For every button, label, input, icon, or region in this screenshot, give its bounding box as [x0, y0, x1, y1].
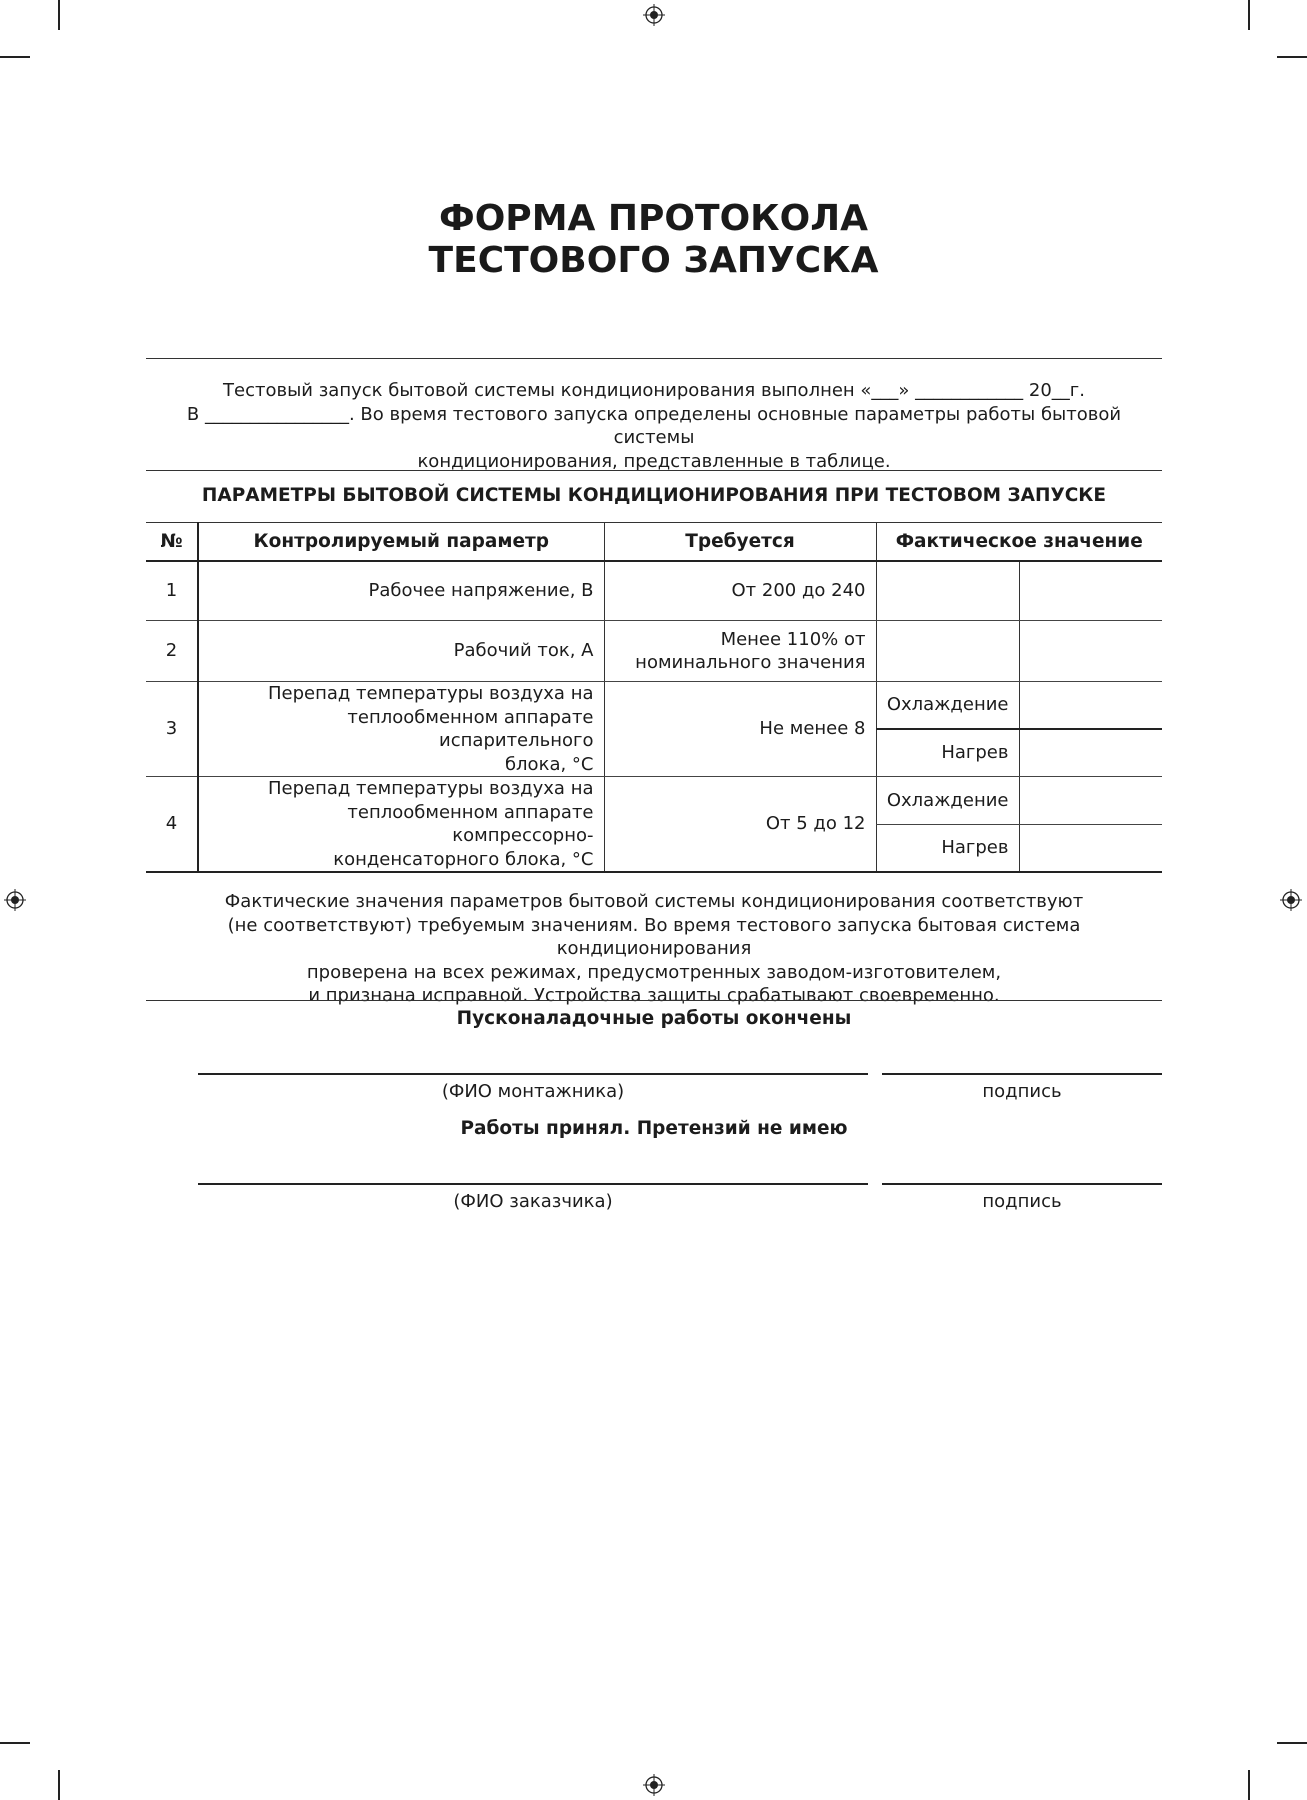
actual-value-cell[interactable]	[876, 621, 1019, 682]
row-num: 4	[146, 777, 198, 873]
divider	[146, 1000, 1162, 1001]
actual-value-cell[interactable]	[1019, 682, 1162, 730]
row-param: Рабочее напряжение, В	[198, 561, 604, 621]
row-param-line-2: теплообменном аппарате испарительного	[347, 706, 594, 751]
mode-heating: Нагрев	[876, 729, 1019, 777]
actual-value-cell[interactable]	[1019, 621, 1162, 682]
conclusion-line-3: проверена на всех режимах, предусмотренных заводом-изготовителем,	[306, 961, 1002, 983]
crop-mark	[1277, 56, 1307, 58]
mode-cooling: Охлаждение	[876, 777, 1019, 825]
row-param-line-3: блока, °С	[504, 753, 594, 775]
intro-line-1: Тестовый запуск бытовой системы кондиционирования выполнен «___» ____________ 20__г.	[223, 380, 1085, 401]
row-required: От 200 до 240	[604, 561, 876, 621]
mode-cooling: Охлаждение	[876, 682, 1019, 730]
row-param-line-1: Перепад температуры воздуха на	[267, 683, 594, 704]
actual-value-cell[interactable]	[1019, 777, 1162, 825]
registration-mark-icon	[1280, 889, 1302, 911]
conclusion-line-2: (не соответствуют) требуемым значениям. Во время тестового запуска бытовая система кондиционирования	[227, 914, 1081, 959]
header-num: №	[146, 523, 198, 561]
installer-name-line[interactable]	[198, 1073, 868, 1075]
section-title: ПАРАМЕТРЫ БЫТОВОЙ СИСТЕМЫ КОНДИЦИОНИРОВАНИЯ ПРИ ТЕСТОВОМ ЗАПУСКЕ	[201, 485, 1107, 506]
parameters-table	[146, 522, 1162, 873]
crop-mark	[1248, 0, 1250, 30]
page-title	[0, 198, 1307, 282]
row-param-line-2: теплообменном аппарате компрессорно-	[347, 801, 594, 846]
installer-heading: Пусконаладочные работы окончены	[456, 1008, 852, 1029]
row-num: 3	[146, 682, 198, 777]
installer-name-label: (ФИО монтажника)	[441, 1081, 625, 1102]
intro-line-2: В ________________. Во время тестового запуска определены основные параметры работы бытовой системы	[186, 403, 1122, 448]
table-row	[146, 682, 1162, 730]
crop-mark	[1277, 1742, 1307, 1744]
row-param	[198, 682, 604, 777]
conclusion-paragraph	[146, 890, 1162, 1008]
row-required-line-2: номинального значения	[635, 652, 866, 673]
intro-line-3: кондиционирования, представленные в таблице.	[417, 450, 891, 472]
title-line-1: ФОРМА ПРОТОКОЛА	[439, 198, 868, 239]
actual-value-cell[interactable]	[876, 561, 1019, 621]
customer-signature-line[interactable]	[882, 1183, 1162, 1185]
table-header-row	[146, 523, 1162, 561]
customer-name-line[interactable]	[198, 1183, 868, 1185]
crop-mark	[1248, 1770, 1250, 1800]
header-required: Требуется	[604, 523, 876, 561]
crop-mark	[0, 56, 30, 58]
row-required: Не менее 8	[604, 682, 876, 777]
row-param: Рабочий ток, А	[198, 621, 604, 682]
customer-sign-label: подпись	[982, 1191, 1062, 1212]
registration-mark-icon	[4, 889, 26, 911]
row-required: От 5 до 12	[604, 777, 876, 873]
installer-sign-label: подпись	[982, 1081, 1062, 1102]
crop-mark	[58, 1770, 60, 1800]
table-row	[146, 621, 1162, 682]
row-param-line-1: Перепад температуры воздуха на	[267, 778, 594, 799]
actual-value-cell[interactable]	[1019, 825, 1162, 872]
row-param-line-3: конденсаторного блока, °С	[333, 848, 594, 870]
actual-value-cell[interactable]	[1019, 729, 1162, 777]
row-param	[198, 777, 604, 873]
divider	[146, 358, 1162, 359]
row-num: 1	[146, 561, 198, 621]
conclusion-line-4: и признана исправной. Устройства защиты срабатывают своевременно.	[308, 985, 1000, 1006]
crop-mark	[0, 1742, 30, 1744]
divider	[146, 470, 1162, 471]
registration-mark-icon	[643, 1774, 665, 1796]
conclusion-line-1: Фактические значения параметров бытовой системы кондиционирования соответствуют	[224, 891, 1084, 912]
row-required	[604, 621, 876, 682]
table-row	[146, 561, 1162, 621]
header-actual: Фактическое значение	[876, 523, 1162, 561]
table-row	[146, 777, 1162, 825]
header-param: Контролируемый параметр	[198, 523, 604, 561]
crop-mark	[58, 0, 60, 30]
customer-name-label: (ФИО заказчика)	[453, 1191, 613, 1212]
mode-heating: Нагрев	[876, 825, 1019, 872]
title-line-2: ТЕСТОВОГО ЗАПУСКА	[428, 240, 879, 281]
customer-heading: Работы принял. Претензий не имею	[460, 1118, 848, 1139]
registration-mark-icon	[643, 4, 665, 26]
row-required-line-1: Менее 110% от	[720, 628, 866, 650]
installer-signature-line[interactable]	[882, 1073, 1162, 1075]
intro-paragraph	[146, 379, 1162, 473]
row-num: 2	[146, 621, 198, 682]
actual-value-cell[interactable]	[1019, 561, 1162, 621]
